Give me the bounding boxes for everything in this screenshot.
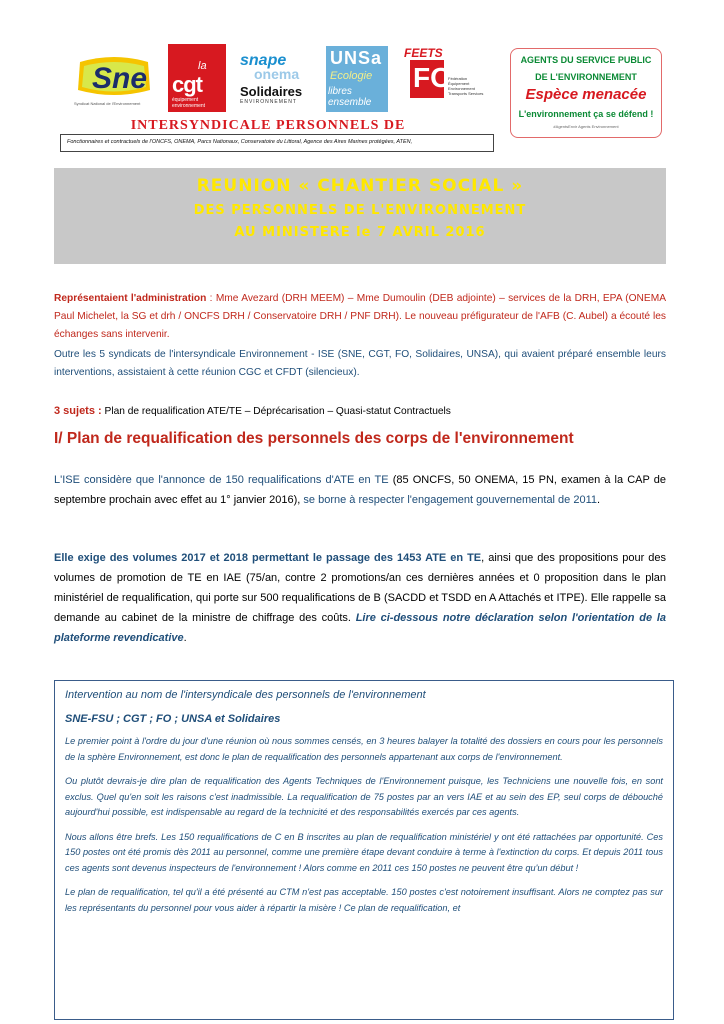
cgt-logo	[168, 44, 226, 112]
unsa-logo-tagline: libres ensemble	[328, 86, 372, 108]
onema-logo-word: onema	[254, 66, 300, 82]
exige-part-4: .	[183, 632, 187, 644]
ise-part-3: se borne à respecter l'engagement gouvernemental de 2011	[303, 494, 598, 506]
intervention-title: Intervention au nom de l'intersyndicale des personnels de l'environnement	[65, 689, 426, 701]
ise-paragraph	[54, 470, 666, 510]
sujets-paragraph	[54, 402, 666, 421]
unsa-logo-word: UNSa	[330, 48, 383, 68]
snape-logo-word: snape	[240, 52, 287, 69]
fo-logo-subtitle: Fédération Équipement Environnement Transports Services	[448, 76, 484, 96]
banner-line-3: AU MINISTERE le 7 AVRIL 2016	[234, 225, 486, 240]
agents-badge-slogan: L'environnement ça se défend !	[518, 109, 654, 119]
feets-fo-logo	[404, 46, 488, 110]
exige-part-2: , ainsi que des propositions pour des volumes de promotion de TE en IAE (75/an, contre 2 promotions/an ces dernières années et 0 proposition dans le plan ministériel de requalification, qui porte sur 500 requalifications de B (SACDD et TSDD en A Attachés et ITPE). Elle rappelle sa demande au cabinet de la ministre de chiffrage des coûts.	[54, 552, 666, 624]
exige-part-1: Elle exige des volumes 2017 et 2018 permettant le passage des 1453 ATE en TE	[54, 552, 482, 564]
cgt-logo-subtitle: équipement environnement	[172, 97, 206, 109]
agents-badge-social: #AgentsEnvir Agents Environnement	[553, 124, 619, 129]
fo-logo-word: FO	[413, 62, 452, 93]
cgt-logo-word: cgt	[172, 72, 202, 97]
banner-line-2: DES PERSONNELS DE L'ENVIRONNEMENT	[193, 203, 527, 218]
intervention-paragraph-4: Le plan de requalification, tel qu'il a été présenté au CTM n'est pas acceptable. 150 postes c'est notoirement insuffisant. Alors ne comptez pas sur les représentants du personnel pour vous aider à répartir la misère ! Ce plan de requalification, et	[65, 887, 663, 913]
agents-badge-headline: Espèce menacée	[525, 86, 647, 103]
administration-label: Représentaient l'administration	[54, 293, 207, 304]
members-subline-box	[60, 134, 494, 152]
agents-badge-line1: AGENTS DU SERVICE PUBLIC	[520, 55, 652, 65]
administration-text: : Mme Avezard (DRH MEEM) – Mme Dumoulin (DEB adjointe) – services de la DRH, EPA (ONEMA Paul Michelet, la SG et drh / ONCFS DRH / Conservatoire DRH / PNF DRH). Le nouveau préfigurateur de l'AFB (C. Aubel) a écouté les échanges sans intervenir.	[54, 293, 666, 340]
syndicats-paragraph: Outre les 5 syndicats de l'intersyndicale Environnement - ISE (SNE, CGT, FO, Solidaires, UNSA), qui avaient préparé ensemble leurs interventions, assistaient à cette réunion CGC et CFDT (silencieux).	[54, 349, 666, 378]
solidaires-logo-word: Solidaires	[240, 84, 303, 99]
banner-line-1: REUNION « CHANTIER SOCIAL »	[196, 176, 524, 196]
section-title: I/ Plan de requalification des personnels des corps de l'environnement	[54, 430, 574, 447]
ise-part-4: .	[597, 494, 601, 506]
sne-logo	[74, 52, 154, 110]
intervention-paragraph-2: Ou plutôt devrais-je dire plan de requalification des Agents Techniques de l'Environnement puisque, les Techniciens une nouvelle fois, en sont exclus. Quel qu'en soit les raisons c'est inadmissible. La requalification de 75 postes par an vers IAE et au sein des EP, seul corps de débouché aujourd'hui possible, est indispensable au regard de la technicité et des responsabilités exercés par ces agents.	[65, 776, 663, 817]
administration-paragraph	[54, 290, 666, 344]
sujets-text: Plan de requalification ATE/TE – Déprécarisation – Quasi-statut Contractuels	[101, 406, 451, 417]
snape-solidaires-logo	[238, 52, 304, 108]
meeting-title-banner	[54, 168, 666, 264]
intersyndicale-title: INTERSYNDICALE PERSONNELS DE	[130, 118, 406, 133]
sne-logo-subtitle: Syndicat National de l'Environnement	[74, 101, 141, 106]
intervention-paragraph-3: Nous allons être brefs. Les 150 requalifications de C en B inscrites au plan de requalification ministériel y ont été rattachées par opportunité. Ces 150 postes ont été promis dès 2011 au personnel, comme une première étape devant conduire à terme à l'extinction du corps. Et depuis 2011 tous ces agents sont devenus inspecteurs de l'environnement ! Alors comme en 2011 ces 150 postes ne peuvent être qu'un début !	[65, 831, 663, 873]
ise-part-1: L'ISE considère que l'annonce de 150 requalifications d'ATE en TE	[54, 474, 389, 486]
cgt-logo-la: la	[198, 60, 207, 72]
exige-paragraph	[54, 548, 666, 648]
members-subline: Fonctionnaires et contractuels de l'ONCFS, ONEMA, Parcs Nationaux, Conservatoire du Littoral, Agence des Aires Marines protégées, ATEN,	[67, 139, 413, 145]
sne-logo-word: Sne	[92, 62, 148, 95]
unsa-ecologie-logo	[326, 46, 390, 112]
agents-badge-line2: DE L'ENVIRONNEMENT	[535, 72, 637, 82]
unsa-logo-ecologie: Ecologie	[330, 70, 373, 82]
intervention-box	[54, 680, 674, 1020]
solidaires-logo-subtitle: ENVIRONNEMENT	[240, 99, 297, 105]
ise-part-2: (85 ONCFS, 50 ONEMA, 15 PN, examen à la CAP de septembre prochain avec effet au 1° janvier 2016),	[54, 474, 666, 506]
agents-service-public-badge	[510, 48, 662, 138]
feets-logo-word: FEETS	[404, 46, 443, 60]
exige-part-3: Lire ci-dessous notre déclaration selon l'orientation de la plateforme revendicative	[54, 612, 666, 644]
intervention-paragraph-1: Le premier point à l'ordre du jour d'une réunion où nous sommes censés, en 3 heures balayer la totalité des dossiers en cours pour les personnels de la sphère Environnement, est donc le plan de requalification des personnels appartenant aux corps de l'environnement.	[65, 736, 663, 762]
intervention-subtitle: SNE-FSU ; CGT ; FO ; UNSA et Solidaires	[65, 713, 281, 725]
sujets-lead: 3 sujets :	[54, 405, 102, 417]
